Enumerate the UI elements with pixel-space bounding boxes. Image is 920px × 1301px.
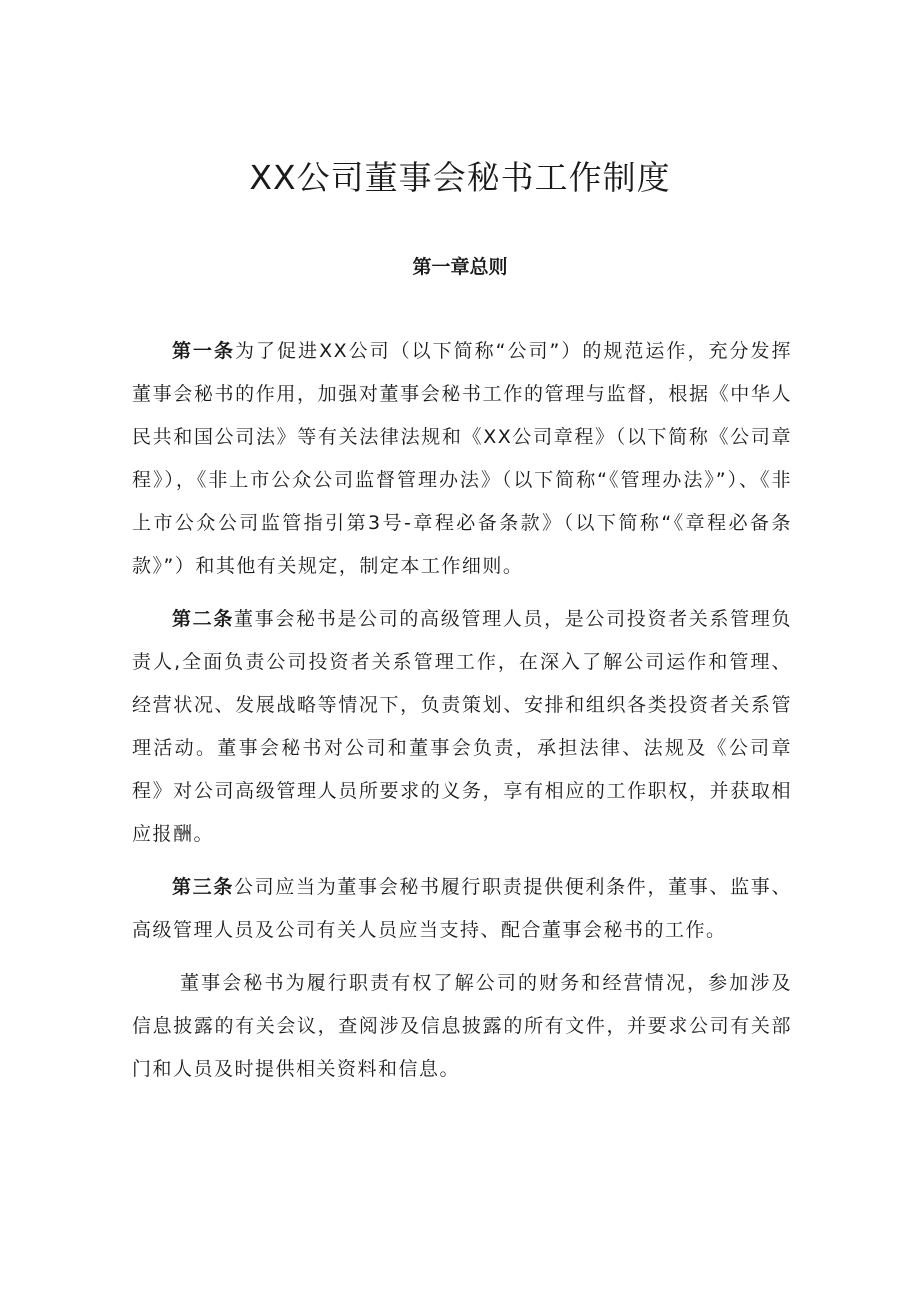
article-number: 第二条 bbox=[172, 608, 235, 630]
document-body bbox=[132, 330, 792, 1101]
article-number: 第一条 bbox=[172, 340, 236, 362]
article-number: 第三条 bbox=[172, 876, 235, 898]
article-3 bbox=[132, 866, 792, 952]
article-text: 公司应当为董事会秘书履行职责提供便利条件，董事、监事、高级管理人员及公司有关人员应当支持、配合董事会秘书的工作。 bbox=[132, 876, 792, 941]
chapter-title: 第一章总则 bbox=[412, 256, 508, 278]
article-2 bbox=[132, 598, 792, 856]
document-title: XX公司董事会秘书工作制度 bbox=[249, 158, 671, 197]
article-text: 为了促进XX公司（以下简称“公司”）的规范运作，充分发挥董事会秘书的作用，加强对董事会秘书工作的管理与监督，根据《中华人民共和国公司法》等有关法律法规和《XX公司章程》（以下简称《公司章程》），《非上市公众公司监督管理办法》（以下简称“《管理办法》”）、《非上市公众公司监管指引第3号-章程必备条款》（以下简称“《章程必备条款》”）和其他有关规定，制定本工作细则。 bbox=[132, 340, 792, 577]
paragraph-4: 董事会秘书为履行职责有权了解公司的财务和经营情况，参加涉及信息披露的有关会议，查阅涉及信息披露的所有文件，并要求公司有关部门和人员及时提供相关资料和信息。 bbox=[132, 972, 792, 1080]
article-1 bbox=[132, 330, 792, 588]
article-text: 董事会秘书是公司的高级管理人员，是公司投资者关系管理负责人,全面负责公司投资者关系管理工作，在深入了解公司运作和管理、经营状况、发展战略等情况下，负责策划、安排和组织各类投资者关系管理活动。董事会秘书对公司和董事会负责，承担法律、法规及《公司章程》对公司高级管理人员所要求的义务，享有相应的工作职权，并获取相应报酬。 bbox=[132, 608, 792, 845]
